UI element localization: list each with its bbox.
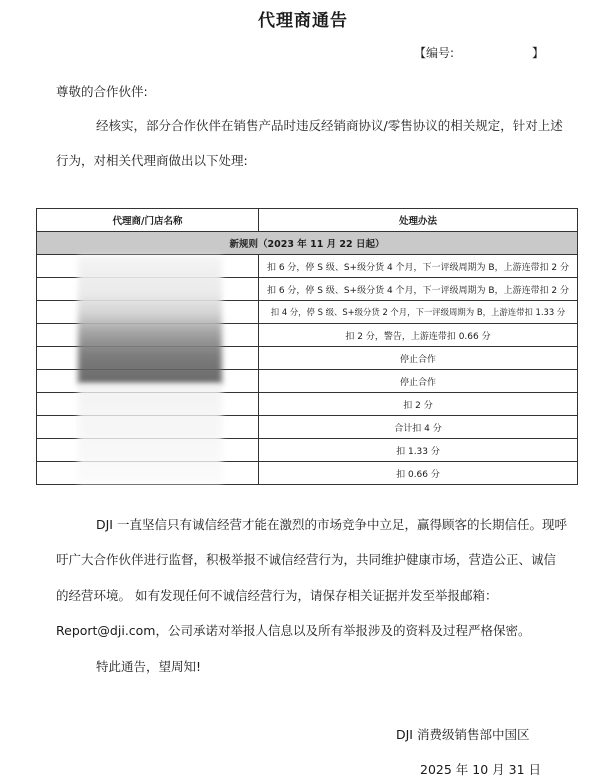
action-cell: 扣 6 分，停 S 级、S+级分货 4 个月，下一评级周期为 B，上游连带扣 2 分 (259, 278, 578, 301)
action-cell: 扣 2 分，警告，上游连带扣 0.66 分 (259, 324, 578, 347)
document-number (414, 44, 545, 61)
action-cell: 停止合作 (259, 370, 578, 393)
action-cell: 扣 0.66 分 (259, 462, 578, 485)
action-cell: 停止合作 (259, 347, 578, 370)
action-cell: 扣 6 分，停 S 级、S+级分货 4 个月，下一评级周期为 B，上游连带扣 2 分 (259, 255, 578, 278)
section-row (37, 232, 578, 255)
action-cell: 合计扣 4 分 (259, 416, 578, 439)
document-number-close: 】 (532, 46, 545, 60)
closing-line-3: 的经营环境。 如有发现任何不诚信经营行为，请保存相关证据并发至举报邮箱： (56, 588, 498, 603)
section-label: 新规则（2023 年 11 月 22 日起） (37, 232, 578, 255)
header-dealer-name: 代理商/门店名称 (37, 209, 259, 232)
date: 2025 年 10 月 31 日 (420, 762, 541, 777)
salutation: 尊敬的合作伙伴: (56, 84, 148, 99)
signature: DJI 消费级销售部中国区 (396, 727, 530, 742)
notice-title: 代理商通告 (258, 11, 348, 31)
intro-line-1: 经核实，部分合作伙伴在销售产品时违反经销商协议/零售协议的相关规定，针对上述 (96, 118, 563, 133)
table-header-row (37, 209, 578, 232)
redacted-names-overlay (78, 256, 222, 384)
redacted-names-overlay-lower (78, 384, 222, 484)
closing-line-4: Report@dji.com，公司承诺对举报人信息以及所有举报涉及的资料及过程严格保密。 (56, 623, 531, 638)
action-cell: 扣 1.33 分 (259, 439, 578, 462)
closing-line-2: 吁广大合作伙伴进行监督，积极举报不诚信经营行为，共同维护健康市场，营造公正、诚信 (56, 552, 557, 567)
closing-line-5: 特此通告，望周知! (96, 659, 202, 674)
intro-line-2: 行为，对相关代理商做出以下处理: (56, 153, 248, 168)
action-cell: 扣 2 分 (259, 393, 578, 416)
document-number-label: 【编号: (414, 46, 455, 60)
closing-line-1: DJI 一直坚信只有诚信经营才能在激烈的市场竞争中立足，赢得顾客的长期信任。现呼 (96, 517, 567, 532)
header-action: 处理办法 (259, 209, 578, 232)
action-cell: 扣 4 分，停 S 级、S+级分货 2 个月，下一评级周期为 B，上游连带扣 1.33 分 (259, 301, 578, 324)
